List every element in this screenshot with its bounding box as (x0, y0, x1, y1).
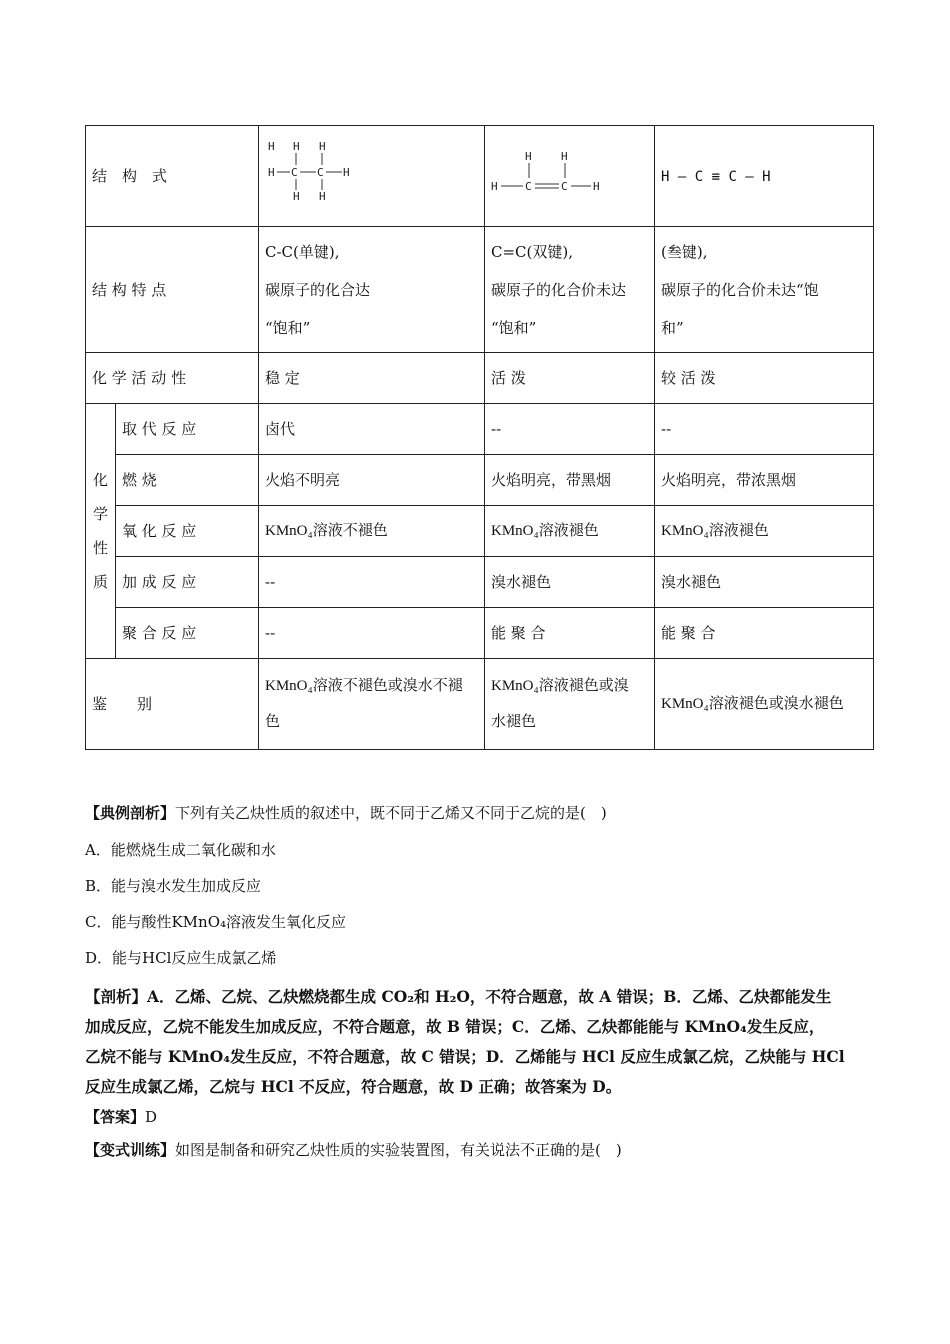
feature-line: C-C(单键), (265, 243, 340, 261)
example-question-text: 下列有关乙炔性质的叙述中，既不同于乙烯又不同于乙烷的是( ) (175, 804, 607, 822)
analysis-text: A．乙烯、乙烷、乙炔燃烧都生成 CO₂和 H₂O，不符合题意，故 A 错误；B．乙烯、乙炔都能发生 (147, 987, 832, 1006)
ethane-activity: 稳 定 (259, 353, 485, 404)
label-char: 化 (92, 471, 108, 489)
feature-line: C=C(双键), (491, 243, 574, 261)
option-a: A．能燃烧生成二氧化碳和水 (85, 841, 276, 859)
atom-h: H (491, 179, 498, 193)
ethylene-activity: 活 泼 (485, 353, 655, 404)
analysis-line: 加成反应，乙烷不能发生加成反应，不符合题意，故 B 错误；C．乙烯、乙炔都能能与 KMnO₄发生反应， (85, 1017, 825, 1036)
ethylene-prop: -- (485, 404, 655, 455)
identify-line: 色 (265, 714, 281, 730)
answer (85, 1106, 157, 1127)
atom-c: C (291, 165, 298, 179)
ethylene-prop: KMnO₄溶液褪色 (485, 506, 655, 557)
comparison-table (85, 125, 874, 750)
label-char: 学 (92, 505, 108, 523)
feature-line: “饱和” (491, 319, 537, 337)
ethane-structure (259, 126, 485, 227)
feature-line: 碳原子的化合价未达“饱 (661, 281, 819, 299)
label-activity: 化 学 活 动 性 (86, 353, 259, 404)
label-features: 结 构 特 点 (86, 227, 259, 353)
ethane-prop: -- (259, 557, 485, 608)
acetylene-prop: -- (655, 404, 874, 455)
option-c: C．能与酸性KMnO₄溶液发生氧化反应 (85, 913, 347, 931)
atom-h: H (293, 139, 300, 153)
row-activity (86, 353, 874, 404)
acetylene-identify: KMnO₄溶液褪色或溴水褪色 (655, 659, 874, 750)
analysis-tag: 【剖析】 (85, 987, 148, 1006)
variant-question (85, 1139, 622, 1160)
atom-h: H (343, 165, 350, 179)
acetylene-activity: 较 活 泼 (655, 353, 874, 404)
identify-line: KMnO₄溶液不褪色或溴水不褪 (265, 678, 463, 694)
answer-value: D (145, 1108, 158, 1126)
option-d: D．能与HCl反应生成氯乙烯 (85, 949, 277, 967)
label-char: 性 (92, 539, 108, 557)
ethylene-prop: 能 聚 合 (485, 608, 655, 659)
feature-line: 和” (661, 319, 684, 337)
row-identify (86, 659, 874, 750)
ethane-identify (259, 659, 485, 750)
ethane-prop: 火焰不明亮 (259, 455, 485, 506)
label-chem-props (86, 404, 116, 659)
ethane-features (259, 227, 485, 353)
atom-h: H (561, 149, 568, 163)
label-structure: 结 构 式 (86, 126, 259, 227)
acetylene-prop: 能 聚 合 (655, 608, 874, 659)
row-prop-polymerization (86, 608, 874, 659)
atom-h: H (319, 139, 326, 153)
variant-question-text: 如图是制备和研究乙炔性质的实验装置图，有关说法不正确的是( ) (175, 1141, 622, 1159)
atom-h: H (525, 149, 532, 163)
prop-name: 加 成 反 应 (116, 557, 259, 608)
ethylene-prop: 火焰明亮，带黑烟 (485, 455, 655, 506)
row-prop-addition (86, 557, 874, 608)
analysis-line (85, 982, 865, 1012)
atom-h: H (593, 179, 600, 193)
example-tag: 【典例剖析】 (85, 804, 176, 822)
ethylene-identify (485, 659, 655, 750)
example-question (85, 802, 607, 823)
ethane-structure-diagram (265, 138, 365, 210)
variant-tag: 【变式训练】 (85, 1141, 176, 1159)
acetylene-prop: 溴水褪色 (655, 557, 874, 608)
ethane-prop: 卤代 (259, 404, 485, 455)
row-structure (86, 126, 874, 227)
acetylene-prop: KMnO₄溶液褪色 (655, 506, 874, 557)
analysis-line: 反应生成氯乙烯，乙烷与 HCl 不反应，符合题意，故 D 正确；故答案为 D。 (85, 1077, 622, 1096)
analysis-line: 乙烷不能与 KMnO₄发生反应，不符合题意，故 C 错误；D．乙烯能与 HCl 反应生成氯乙烷，乙炔能与 HCl (85, 1047, 845, 1066)
analysis-block (85, 982, 865, 1102)
feature-line: “饱和” (265, 319, 311, 337)
option-b: B．能与溴水发生加成反应 (85, 877, 262, 895)
label-char: 质 (92, 573, 108, 591)
ethane-prop: -- (259, 608, 485, 659)
ethylene-structure (485, 126, 655, 227)
atom-c: C (561, 179, 568, 193)
prop-name: 取 代 反 应 (116, 404, 259, 455)
atom-h: H (293, 189, 300, 203)
feature-line: (叁键), (661, 243, 708, 261)
ethylene-structure-diagram (491, 144, 611, 204)
prop-name: 氧 化 反 应 (116, 506, 259, 557)
row-prop-combustion (86, 455, 874, 506)
feature-line: 碳原子的化合价未达 (491, 281, 627, 299)
atom-c: C (317, 165, 324, 179)
answer-tag: 【答案】 (85, 1108, 146, 1126)
prop-name: 聚 合 反 应 (116, 608, 259, 659)
identify-line: 水褪色 (491, 714, 537, 730)
acetylene-formula: H — C ≡ C — H (661, 168, 771, 185)
atom-c: C (525, 179, 532, 193)
atom-h: H (319, 189, 326, 203)
identify-line: KMnO₄溶液褪色或溴 (491, 678, 629, 694)
acetylene-prop: 火焰明亮，带浓黑烟 (655, 455, 874, 506)
row-prop-substitution (86, 404, 874, 455)
ethylene-features (485, 227, 655, 353)
row-prop-oxidation (86, 506, 874, 557)
feature-line: 碳原子的化合达 (265, 281, 371, 299)
ethane-prop: KMnO₄溶液不褪色 (259, 506, 485, 557)
row-features (86, 227, 874, 353)
label-identify: 鉴 别 (86, 659, 259, 750)
acetylene-features (655, 227, 874, 353)
atom-h: H (268, 139, 275, 153)
acetylene-structure (655, 126, 874, 227)
prop-name: 燃 烧 (116, 455, 259, 506)
atom-h: H (268, 165, 275, 179)
ethylene-prop: 溴水褪色 (485, 557, 655, 608)
